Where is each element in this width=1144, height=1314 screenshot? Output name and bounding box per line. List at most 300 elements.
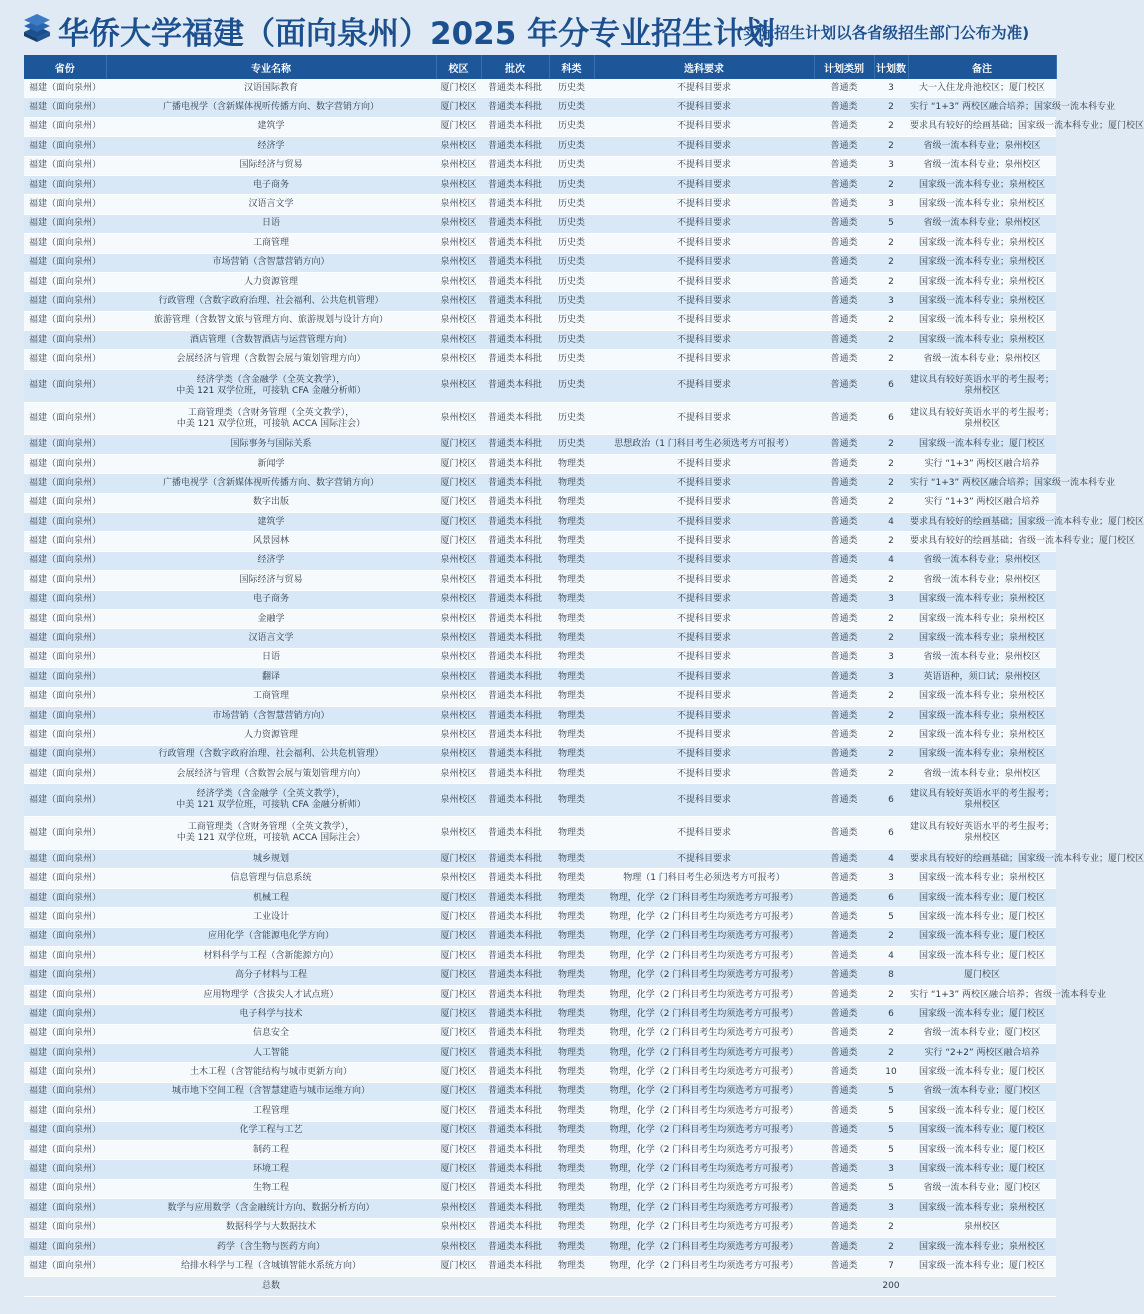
title-bar (0, 0, 1080, 54)
cell-batch: 普通类本科批 (481, 1063, 549, 1082)
cell-remarks: 国家级一流本科专业；泉州校区 (908, 869, 1056, 888)
column-header-plan-count: 计划数 (874, 55, 908, 79)
cell-major: 经济学类（含金融学（全英文教学）， 中美 121 双学位班，可接轨 CFA 金融分析师） (106, 784, 436, 817)
cell-plan-count: 2 (874, 234, 908, 253)
cell-campus: 厦门校区 (436, 966, 481, 985)
cell-major: 旅游管理（含数智文旅与管理方向、旅游规划与设计方向） (106, 311, 436, 330)
cell-province: 福建（面向泉州） (24, 1043, 106, 1062)
cell-province: 福建（面向泉州） (24, 493, 106, 512)
table-row (24, 765, 1056, 784)
cell-province: 福建（面向泉州） (24, 985, 106, 1004)
cell-category: 物理类 (549, 966, 594, 985)
table-row (24, 369, 1056, 402)
cell-campus: 泉州校区 (436, 706, 481, 725)
cell-remarks: 厦门校区 (908, 966, 1056, 985)
cell-plan-count: 6 (874, 784, 908, 817)
column-header-major: 专业名称 (106, 55, 436, 79)
cell-major: 汉语言文学 (106, 629, 436, 648)
table-row (24, 726, 1056, 745)
cell-remarks: 国家级一流本科专业；泉州校区 (908, 609, 1056, 628)
cell-category: 物理类 (549, 745, 594, 764)
cell-plan-type: 普通类 (814, 1199, 874, 1218)
page-title: 华侨大学福建（面向泉州）2025 年分专业招生计划 (58, 16, 776, 52)
cell-subject-requirement: 物理，化学（2 门科目考生均须选考方可报考） (594, 966, 814, 985)
cell-subject-requirement: 物理，化学（2 门科目考生均须选考方可报考） (594, 908, 814, 927)
cell-plan-count: 4 (874, 947, 908, 966)
cell-province: 福建（面向泉州） (24, 513, 106, 532)
cell-remarks: 国家级一流本科专业；泉州校区 (908, 175, 1056, 194)
cell-remarks: 国家级一流本科专业；厦门校区 (908, 435, 1056, 454)
cell-category: 物理类 (549, 590, 594, 609)
cell-plan-type: 普通类 (814, 474, 874, 493)
cell-campus: 泉州校区 (436, 137, 481, 156)
cell-major: 电子商务 (106, 590, 436, 609)
cell-province: 福建（面向泉州） (24, 331, 106, 350)
cell-province: 福建（面向泉州） (24, 1218, 106, 1237)
cell-province: 福建（面向泉州） (24, 1140, 106, 1159)
cell-campus: 泉州校区 (436, 745, 481, 764)
cell-subject-requirement: 不提科目要求 (594, 474, 814, 493)
cell-batch: 普通类本科批 (481, 687, 549, 706)
cell-campus: 厦门校区 (436, 927, 481, 946)
cell-plan-type: 普通类 (814, 1005, 874, 1024)
cell-campus: 厦门校区 (436, 493, 481, 512)
cell-campus: 泉州校区 (436, 551, 481, 570)
cell-plan-count: 2 (874, 1218, 908, 1237)
cell-province: 福建（面向泉州） (24, 350, 106, 369)
cell-remarks: 省级一流本科专业；泉州校区 (908, 571, 1056, 590)
cell-remarks: 实行 “1+3” 两校区融合培养；省级一流本科专业 (908, 985, 1056, 1004)
cell-subject-requirement: 物理，化学（2 门科目考生均须选考方可报考） (594, 1140, 814, 1159)
cell-batch: 普通类本科批 (481, 350, 549, 369)
cell-remarks: 国家级一流本科专业；厦门校区 (908, 908, 1056, 927)
cell-campus: 厦门校区 (436, 947, 481, 966)
cell-batch: 普通类本科批 (481, 1102, 549, 1121)
cell-subject-requirement: 物理，化学（2 门科目考生均须选考方可报考） (594, 1024, 814, 1043)
cell-category: 历史类 (549, 292, 594, 311)
cell-remarks: 省级一流本科专业；厦门校区 (908, 1024, 1056, 1043)
table-row (24, 571, 1056, 590)
cell-category: 物理类 (549, 947, 594, 966)
table-row (24, 668, 1056, 687)
cell-subject-requirement: 物理，化学（2 门科目考生均须选考方可报考） (594, 1160, 814, 1179)
cell-remarks: 国家级一流本科专业；厦门校区 (908, 1121, 1056, 1140)
cell-batch: 普通类本科批 (481, 474, 549, 493)
cell-plan-count: 7 (874, 1257, 908, 1276)
cell-plan-count: 2 (874, 350, 908, 369)
cell-remarks: 建议具有较好英语水平的考生报考；泉州校区 (908, 402, 1056, 435)
cell-campus: 泉州校区 (436, 234, 481, 253)
cell-batch: 普通类本科批 (481, 1237, 549, 1256)
cell-major: 行政管理（含数字政府治理、社会福利、公共危机管理） (106, 292, 436, 311)
cell-plan-count: 2 (874, 765, 908, 784)
cell-subject-requirement: 不提科目要求 (594, 195, 814, 214)
cell-campus: 厦门校区 (436, 908, 481, 927)
cell-remarks: 国家级一流本科专业；泉州校区 (908, 195, 1056, 214)
cell-category: 物理类 (549, 1063, 594, 1082)
cell-plan-type: 普通类 (814, 454, 874, 473)
cell-plan-type: 普通类 (814, 272, 874, 291)
cell-plan-count: 5 (874, 1121, 908, 1140)
cell-plan-count: 2 (874, 629, 908, 648)
cell-subject-requirement: 不提科目要求 (594, 454, 814, 473)
cell-category: 物理类 (549, 1237, 594, 1256)
cell-plan-count: 5 (874, 1140, 908, 1159)
cell-category: 物理类 (549, 551, 594, 570)
cell-category: 物理类 (549, 1140, 594, 1159)
table-row (24, 1237, 1056, 1256)
cell-subject-requirement: 不提科目要求 (594, 156, 814, 175)
cell-category: 物理类 (549, 817, 594, 850)
cell-plan-type: 普通类 (814, 402, 874, 435)
cell-campus: 厦门校区 (436, 532, 481, 551)
cell-remarks: 国家级一流本科专业；泉州校区 (908, 590, 1056, 609)
cell-major: 翻译 (106, 668, 436, 687)
cell-category: 物理类 (549, 609, 594, 628)
cell-remarks: 国家级一流本科专业；泉州校区 (908, 272, 1056, 291)
table-row (24, 1005, 1056, 1024)
cell-remarks: 省级一流本科专业；泉州校区 (908, 156, 1056, 175)
cell-remarks: 要求具有较好的绘画基础；国家级一流本科专业；厦门校区 (908, 850, 1056, 869)
cell-batch: 普通类本科批 (481, 1140, 549, 1159)
cell-batch: 普通类本科批 (481, 765, 549, 784)
cell-major: 会展经济与管理（含数智会展与策划管理方向） (106, 350, 436, 369)
total-empty-cell (436, 1276, 481, 1296)
cell-campus: 泉州校区 (436, 156, 481, 175)
cell-category: 物理类 (549, 927, 594, 946)
cell-major: 风景园林 (106, 532, 436, 551)
cell-major: 数据科学与大数据技术 (106, 1218, 436, 1237)
cell-campus: 厦门校区 (436, 98, 481, 117)
cell-remarks: 国家级一流本科专业；厦门校区 (908, 1063, 1056, 1082)
cell-province: 福建（面向泉州） (24, 1160, 106, 1179)
total-row (24, 1276, 1056, 1296)
cell-subject-requirement: 物理，化学（2 门科目考生均须选考方可报考） (594, 1063, 814, 1082)
cell-batch: 普通类本科批 (481, 745, 549, 764)
cell-batch: 普通类本科批 (481, 156, 549, 175)
cell-category: 物理类 (549, 668, 594, 687)
table-row (24, 234, 1056, 253)
cell-major: 给排水科学与工程（含城镇智能水系统方向） (106, 1257, 436, 1276)
cell-campus: 泉州校区 (436, 369, 481, 402)
cell-campus: 泉州校区 (436, 648, 481, 667)
cell-subject-requirement: 不提科目要求 (594, 292, 814, 311)
table-row (24, 1082, 1056, 1101)
cell-province: 福建（面向泉州） (24, 551, 106, 570)
cell-batch: 普通类本科批 (481, 1121, 549, 1140)
cell-major: 城乡规划 (106, 850, 436, 869)
cell-plan-type: 普通类 (814, 784, 874, 817)
cell-plan-type: 普通类 (814, 311, 874, 330)
cell-plan-count: 6 (874, 369, 908, 402)
cell-subject-requirement: 不提科目要求 (594, 629, 814, 648)
cell-plan-type: 普通类 (814, 706, 874, 725)
cell-plan-count: 2 (874, 1237, 908, 1256)
cell-plan-type: 普通类 (814, 1257, 874, 1276)
table-row (24, 927, 1056, 946)
cell-campus: 泉州校区 (436, 726, 481, 745)
cell-subject-requirement: 物理（1 门科目考生必须选考方可报考） (594, 869, 814, 888)
column-header-plan-type: 计划类别 (814, 55, 874, 79)
cell-batch: 普通类本科批 (481, 1199, 549, 1218)
cell-batch: 普通类本科批 (481, 402, 549, 435)
cell-major: 金融学 (106, 609, 436, 628)
cell-major: 行政管理（含数字政府治理、社会福利、公共危机管理） (106, 745, 436, 764)
cell-plan-count: 2 (874, 706, 908, 725)
cell-plan-count: 4 (874, 551, 908, 570)
cell-plan-type: 普通类 (814, 1102, 874, 1121)
cell-major: 药学（含生物与医药方向） (106, 1237, 436, 1256)
cell-province: 福建（面向泉州） (24, 79, 106, 98)
cell-province: 福建（面向泉州） (24, 1082, 106, 1101)
cell-remarks: 国家级一流本科专业；厦门校区 (908, 1005, 1056, 1024)
table-row (24, 966, 1056, 985)
cell-plan-count: 2 (874, 117, 908, 136)
cell-plan-type: 普通类 (814, 513, 874, 532)
cell-category: 物理类 (549, 532, 594, 551)
table-row (24, 493, 1056, 512)
cell-remarks: 建议具有较好英语水平的考生报考；泉州校区 (908, 369, 1056, 402)
cell-plan-count: 6 (874, 402, 908, 435)
cell-campus: 厦门校区 (436, 1160, 481, 1179)
cell-remarks: 大一入住龙舟池校区；厦门校区 (908, 79, 1056, 98)
cell-batch: 普通类本科批 (481, 311, 549, 330)
cell-remarks: 国家级一流本科专业；泉州校区 (908, 292, 1056, 311)
cell-plan-type: 普通类 (814, 609, 874, 628)
cell-category: 物理类 (549, 571, 594, 590)
cell-remarks: 国家级一流本科专业；泉州校区 (908, 331, 1056, 350)
cell-major: 日语 (106, 648, 436, 667)
table-row (24, 532, 1056, 551)
cell-campus: 厦门校区 (436, 888, 481, 907)
table-row (24, 888, 1056, 907)
cell-major: 汉语言文学 (106, 195, 436, 214)
cell-plan-type: 普通类 (814, 331, 874, 350)
cell-major: 化学工程与工艺 (106, 1121, 436, 1140)
cell-plan-count: 2 (874, 454, 908, 473)
cell-plan-type: 普通类 (814, 648, 874, 667)
cell-major: 经济学 (106, 137, 436, 156)
cell-remarks: 建议具有较好英语水平的考生报考；泉州校区 (908, 817, 1056, 850)
cell-plan-type: 普通类 (814, 195, 874, 214)
cell-subject-requirement: 不提科目要求 (594, 137, 814, 156)
cell-major: 国际事务与国际关系 (106, 435, 436, 454)
cell-major: 电子科学与技术 (106, 1005, 436, 1024)
cell-campus: 泉州校区 (436, 817, 481, 850)
cell-batch: 普通类本科批 (481, 985, 549, 1004)
table-row (24, 253, 1056, 272)
cell-batch: 普通类本科批 (481, 1179, 549, 1198)
table-row (24, 1024, 1056, 1043)
cell-province: 福建（面向泉州） (24, 609, 106, 628)
cell-major: 新闻学 (106, 454, 436, 473)
cell-plan-type: 普通类 (814, 1121, 874, 1140)
cell-province: 福建（面向泉州） (24, 908, 106, 927)
cell-remarks: 国家级一流本科专业；泉州校区 (908, 629, 1056, 648)
cell-batch: 普通类本科批 (481, 908, 549, 927)
cell-category: 物理类 (549, 1257, 594, 1276)
cell-province: 福建（面向泉州） (24, 175, 106, 194)
cell-subject-requirement: 物理，化学（2 门科目考生均须选考方可报考） (594, 1218, 814, 1237)
enrollment-plan-table (24, 55, 1144, 1297)
cell-remarks: 国家级一流本科专业；厦门校区 (908, 888, 1056, 907)
cell-major: 工程管理 (106, 1102, 436, 1121)
cell-batch: 普通类本科批 (481, 609, 549, 628)
cell-major: 机械工程 (106, 888, 436, 907)
cell-remarks: 省级一流本科专业；泉州校区 (908, 137, 1056, 156)
cell-plan-count: 3 (874, 590, 908, 609)
cell-subject-requirement: 不提科目要求 (594, 493, 814, 512)
cell-major: 人力资源管理 (106, 726, 436, 745)
cell-province: 福建（面向泉州） (24, 966, 106, 985)
cell-batch: 普通类本科批 (481, 272, 549, 291)
table-row (24, 1102, 1056, 1121)
cell-remarks: 建议具有较好英语水平的考生报考；泉州校区 (908, 784, 1056, 817)
cell-category: 物理类 (549, 1082, 594, 1101)
cell-campus: 厦门校区 (436, 1102, 481, 1121)
cell-category: 物理类 (549, 629, 594, 648)
cell-province: 福建（面向泉州） (24, 1179, 106, 1198)
cell-category: 历史类 (549, 214, 594, 233)
table-row (24, 117, 1056, 136)
cell-campus: 泉州校区 (436, 765, 481, 784)
cell-batch: 普通类本科批 (481, 435, 549, 454)
cell-province: 福建（面向泉州） (24, 784, 106, 817)
cell-batch: 普通类本科批 (481, 784, 549, 817)
cell-plan-count: 2 (874, 311, 908, 330)
cell-major: 国际经济与贸易 (106, 156, 436, 175)
cell-category: 物理类 (549, 784, 594, 817)
cell-subject-requirement: 物理，化学（2 门科目考生均须选考方可报考） (594, 947, 814, 966)
cell-campus: 泉州校区 (436, 668, 481, 687)
cell-category: 物理类 (549, 1005, 594, 1024)
cell-campus: 厦门校区 (436, 1043, 481, 1062)
table-header-row (24, 55, 1056, 79)
cell-batch: 普通类本科批 (481, 79, 549, 98)
cell-category: 历史类 (549, 234, 594, 253)
cell-province: 福建（面向泉州） (24, 687, 106, 706)
cell-subject-requirement: 不提科目要求 (594, 79, 814, 98)
cell-province: 福建（面向泉州） (24, 474, 106, 493)
cell-subject-requirement: 物理，化学（2 门科目考生均须选考方可报考） (594, 1199, 814, 1218)
cell-province: 福建（面向泉州） (24, 1102, 106, 1121)
cell-subject-requirement: 不提科目要求 (594, 571, 814, 590)
cell-plan-count: 2 (874, 745, 908, 764)
cell-plan-count: 2 (874, 927, 908, 946)
cell-subject-requirement: 不提科目要求 (594, 784, 814, 817)
cell-plan-type: 普通类 (814, 817, 874, 850)
cell-campus: 泉州校区 (436, 687, 481, 706)
cell-subject-requirement: 物理，化学（2 门科目考生均须选考方可报考） (594, 1237, 814, 1256)
cell-campus: 泉州校区 (436, 195, 481, 214)
cell-campus: 厦门校区 (436, 1257, 481, 1276)
cell-remarks: 省级一流本科专业；泉州校区 (908, 551, 1056, 570)
total-empty-cell (549, 1276, 594, 1296)
cell-batch: 普通类本科批 (481, 454, 549, 473)
cell-province: 福建（面向泉州） (24, 765, 106, 784)
table-row (24, 1218, 1056, 1237)
cell-batch: 普通类本科批 (481, 888, 549, 907)
cell-plan-type: 普通类 (814, 350, 874, 369)
cell-plan-count: 3 (874, 648, 908, 667)
table-row (24, 195, 1056, 214)
cell-campus: 泉州校区 (436, 1218, 481, 1237)
cell-province: 福建（面向泉州） (24, 156, 106, 175)
cell-major: 工商管理 (106, 687, 436, 706)
cell-category: 历史类 (549, 117, 594, 136)
cell-province: 福建（面向泉州） (24, 435, 106, 454)
cell-campus: 厦门校区 (436, 1024, 481, 1043)
cell-subject-requirement: 物理，化学（2 门科目考生均须选考方可报考） (594, 1082, 814, 1101)
cell-subject-requirement: 物理，化学（2 门科目考生均须选考方可报考） (594, 1179, 814, 1198)
cell-plan-type: 普通类 (814, 629, 874, 648)
cell-province: 福建（面向泉州） (24, 1063, 106, 1082)
cell-plan-count: 2 (874, 726, 908, 745)
table-row (24, 850, 1056, 869)
cell-subject-requirement: 不提科目要求 (594, 551, 814, 570)
cell-plan-count: 4 (874, 513, 908, 532)
cell-remarks: 国家级一流本科专业；泉州校区 (908, 706, 1056, 725)
total-empty-cell (24, 1276, 106, 1296)
cell-batch: 普通类本科批 (481, 1043, 549, 1062)
cell-province: 福建（面向泉州） (24, 137, 106, 156)
cell-category: 物理类 (549, 706, 594, 725)
cell-plan-type: 普通类 (814, 908, 874, 927)
cell-plan-count: 10 (874, 1063, 908, 1082)
cell-major: 生物工程 (106, 1179, 436, 1198)
cell-campus: 厦门校区 (436, 454, 481, 473)
cell-plan-type: 普通类 (814, 369, 874, 402)
cell-major: 人工智能 (106, 1043, 436, 1062)
cell-subject-requirement: 不提科目要求 (594, 687, 814, 706)
cell-campus: 厦门校区 (436, 1063, 481, 1082)
column-header-subject-requirement: 选科要求 (594, 55, 814, 79)
cell-province: 福建（面向泉州） (24, 253, 106, 272)
cell-major: 应用化学（含能源电化学方向） (106, 927, 436, 946)
cell-plan-type: 普通类 (814, 1237, 874, 1256)
cell-plan-type: 普通类 (814, 117, 874, 136)
cell-batch: 普通类本科批 (481, 648, 549, 667)
cell-subject-requirement: 不提科目要求 (594, 532, 814, 551)
cell-category: 物理类 (549, 1024, 594, 1043)
cell-remarks: 省级一流本科专业；泉州校区 (908, 648, 1056, 667)
cell-major: 制药工程 (106, 1140, 436, 1159)
cell-campus: 泉州校区 (436, 1199, 481, 1218)
cell-plan-type: 普通类 (814, 532, 874, 551)
cell-plan-type: 普通类 (814, 1218, 874, 1237)
table-row (24, 817, 1056, 850)
cell-subject-requirement: 不提科目要求 (594, 402, 814, 435)
cell-province: 福建（面向泉州） (24, 1199, 106, 1218)
table-row (24, 292, 1056, 311)
cell-major: 信息安全 (106, 1024, 436, 1043)
cell-province: 福建（面向泉州） (24, 234, 106, 253)
cell-category: 物理类 (549, 1102, 594, 1121)
cell-subject-requirement: 不提科目要求 (594, 817, 814, 850)
cell-province: 福建（面向泉州） (24, 817, 106, 850)
cell-batch: 普通类本科批 (481, 551, 549, 570)
cell-plan-count: 5 (874, 1082, 908, 1101)
cell-batch: 普通类本科批 (481, 629, 549, 648)
cell-major: 数字出版 (106, 493, 436, 512)
cell-campus: 泉州校区 (436, 571, 481, 590)
cell-remarks: 省级一流本科专业；泉州校区 (908, 214, 1056, 233)
cell-batch: 普通类本科批 (481, 668, 549, 687)
cell-plan-type: 普通类 (814, 571, 874, 590)
cell-batch: 普通类本科批 (481, 726, 549, 745)
table-row (24, 706, 1056, 725)
cell-remarks: 实行 “2+2” 两校区融合培养 (908, 1043, 1056, 1062)
